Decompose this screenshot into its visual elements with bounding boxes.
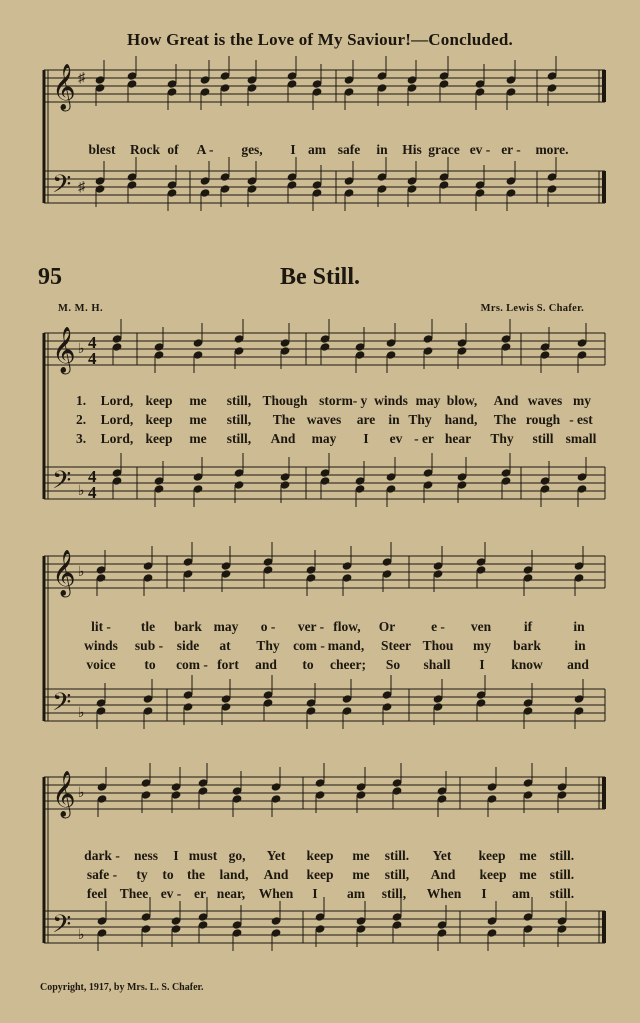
lyric-syllable: ver - <box>297 619 325 634</box>
lyric-syllable: are <box>356 412 376 427</box>
lyric-syllable: dark - <box>84 848 120 863</box>
lyric-syllable: fort <box>217 657 239 672</box>
lyric-syllable: o - <box>260 619 276 634</box>
svg-text:𝄢: 𝄢 <box>52 688 72 723</box>
lyric-syllable: still, <box>226 431 252 446</box>
lyric-syllable: keep <box>145 431 173 446</box>
lyric-syllable: more. <box>535 142 569 157</box>
lyric-syllable: Yet <box>432 848 452 863</box>
lyric-syllable: go, <box>228 848 246 863</box>
lyric-syllable: And <box>493 393 519 408</box>
svg-text:♭: ♭ <box>78 706 85 721</box>
lyric-syllable: am <box>308 142 326 157</box>
lyric-syllable: feel <box>86 886 108 901</box>
lyric-syllable: at <box>219 638 231 653</box>
svg-text:♭: ♭ <box>78 786 85 801</box>
lyric-syllable: still. <box>549 867 575 882</box>
lyric-syllable: near, <box>216 886 246 901</box>
hymn-number: 95 <box>38 264 62 290</box>
lyric-syllable: er - <box>501 142 521 157</box>
previous-hymn-title: How Great is the Love of My Saviour!—Concluded. <box>127 30 513 49</box>
svg-text:𝄞: 𝄞 <box>52 327 76 373</box>
hymn-title: Be Still. <box>279 264 360 290</box>
lyric-syllable: Yet <box>266 848 286 863</box>
svg-text:𝄞: 𝄞 <box>52 550 76 596</box>
lyric-syllable: Thee <box>119 886 149 901</box>
lyric-syllable: I <box>290 142 296 157</box>
lyric-syllable: com - <box>293 638 325 653</box>
verse-2-line-2 <box>0 638 640 658</box>
svg-text:𝄢: 𝄢 <box>52 466 72 501</box>
lyric-syllable: Thy <box>408 412 432 427</box>
svg-text:4: 4 <box>88 483 97 502</box>
svg-text:4: 4 <box>88 333 97 352</box>
lyric-syllable: may <box>311 431 337 446</box>
lyric-syllable: winds <box>84 638 118 653</box>
lyric-syllable: still, <box>226 393 252 408</box>
lyric-syllable: e - <box>431 619 445 634</box>
lyric-syllable: waves <box>527 393 563 408</box>
lyric-syllable: still, <box>384 867 410 882</box>
lyric-syllable: tle <box>140 619 156 634</box>
svg-text:4: 4 <box>88 467 97 486</box>
lyric-syllable: if <box>523 619 533 634</box>
lyric-syllable: ev - <box>160 886 182 901</box>
lyric-syllable: mand, <box>327 638 365 653</box>
svg-text:♭: ♭ <box>78 565 85 580</box>
lyric-syllable: safe <box>337 142 361 157</box>
lyric-syllable: safe - <box>86 867 118 882</box>
lyric-syllable: hand, <box>444 412 478 427</box>
lyric-syllable: of <box>167 142 179 157</box>
lyric-syllable: me <box>189 431 207 446</box>
lyric-syllable: And <box>270 431 296 446</box>
lyric-syllable: shall <box>423 657 451 672</box>
lyric-syllable: in <box>376 142 388 157</box>
verse-3-line-3 <box>0 886 640 906</box>
lyric-syllable: to <box>144 657 156 672</box>
lyric-syllable: rough <box>525 412 561 427</box>
lyric-syllable: may <box>415 393 441 408</box>
lyric-syllable: And <box>263 867 289 882</box>
svg-text:𝄞: 𝄞 <box>52 64 76 110</box>
lyric-syllable: voice <box>86 657 116 672</box>
lyric-syllable: winds <box>374 393 408 408</box>
lyric-syllable: blest <box>88 142 116 157</box>
svg-text:𝄢: 𝄢 <box>52 910 72 945</box>
lyric-syllable: When <box>426 886 462 901</box>
svg-text:♯: ♯ <box>78 180 85 195</box>
verse-number: 3. <box>76 431 87 446</box>
lyric-syllable: know <box>511 657 543 672</box>
lyric-syllable: - est <box>569 412 593 427</box>
verse-1-line-3 <box>0 848 640 868</box>
lyric-syllable: Thy <box>256 638 280 653</box>
lyric-syllable: I <box>363 431 369 446</box>
lyric-syllable: ness <box>133 848 159 863</box>
lyric-syllable: Or <box>378 619 396 634</box>
lyric-syllable: my <box>473 638 491 653</box>
lyric-syllable: com - <box>176 657 208 672</box>
svg-text:♭: ♭ <box>78 484 85 499</box>
lyric-syllable: - er <box>414 431 434 446</box>
svg-text:♭: ♭ <box>78 342 85 357</box>
lyric-syllable: keep <box>306 867 334 882</box>
verse-2-line-3 <box>0 867 640 887</box>
verse-3-line-2 <box>0 657 640 677</box>
lyric-syllable: Lord, <box>100 412 134 427</box>
lyric-syllable: ges, <box>241 142 263 157</box>
lyric-syllable: must <box>188 848 218 863</box>
lyric-syllable: in <box>574 638 586 653</box>
lyric-syllable: Thou <box>422 638 454 653</box>
lyric-syllable: the <box>187 867 205 882</box>
lyric-syllable: me <box>352 867 370 882</box>
hymn-composer: Mrs. Lewis S. Chafer. <box>480 303 584 314</box>
lyric-syllable: in <box>388 412 400 427</box>
lyric-syllable: still. <box>384 848 410 863</box>
lyric-syllable: and <box>255 657 277 672</box>
lyric-syllable: So <box>385 657 401 672</box>
lyric-syllable: still <box>532 431 554 446</box>
lyric-syllable: And <box>430 867 456 882</box>
lyric-syllable: bark <box>174 619 202 634</box>
lyric-syllable: keep <box>145 393 173 408</box>
lyric-syllable: ev <box>389 431 403 446</box>
lyric-syllable: my <box>573 393 591 408</box>
lyric-syllable: Rock <box>130 142 160 157</box>
lyric-syllable: and <box>567 657 589 672</box>
verse-number: 1. <box>76 393 87 408</box>
lyric-syllable: me <box>352 848 370 863</box>
lyric-syllable: The <box>272 412 296 427</box>
lyric-syllable: in <box>573 619 585 634</box>
lyric-syllable: still. <box>549 886 575 901</box>
verse-3-line-1 <box>0 431 640 451</box>
lyric-syllable: ev - <box>469 142 491 157</box>
lyric-syllable: sub - <box>134 638 164 653</box>
lyric-syllable: may <box>213 619 239 634</box>
lyric-syllable: hear <box>444 431 472 446</box>
lyric-syllable: er <box>194 886 206 901</box>
svg-text:4: 4 <box>88 349 97 368</box>
lyric-syllable: flow, <box>333 619 361 634</box>
lyric-syllable: Lord, <box>100 431 134 446</box>
lyric-syllable: I <box>479 657 485 672</box>
lyric-syllable: land, <box>219 867 249 882</box>
copyright-notice: Copyright, 1917, by Mrs. L. S. Chafer. <box>40 982 204 993</box>
lyric-syllable: keep <box>145 412 173 427</box>
lyric-syllable: Lord, <box>100 393 134 408</box>
lyric-syllable: blow, <box>446 393 478 408</box>
lyric-syllable: lit - <box>91 619 111 634</box>
verse-number: 2. <box>76 412 87 427</box>
lyric-syllable: bark <box>513 638 541 653</box>
lyric-syllable: The <box>493 412 517 427</box>
lyric-syllable: keep <box>479 867 507 882</box>
lyric-syllable: His <box>402 142 422 157</box>
lyric-syllable: grace <box>428 142 460 157</box>
svg-text:𝄞: 𝄞 <box>52 771 76 817</box>
lyric-syllable: Thy <box>490 431 514 446</box>
previous-lyrics-line <box>0 142 640 162</box>
lyric-syllable: me <box>189 393 207 408</box>
lyric-syllable: I <box>481 886 487 901</box>
lyric-syllable: am <box>347 886 365 901</box>
lyric-syllable: Steer <box>381 638 411 653</box>
verse-2-line-1 <box>0 412 640 432</box>
lyric-syllable: to <box>302 657 314 672</box>
lyric-syllable: side <box>176 638 200 653</box>
lyric-syllable: cheer; <box>330 657 366 672</box>
verse-1-line-1 <box>0 393 640 413</box>
lyric-syllable: still, <box>226 412 252 427</box>
svg-text:𝄢: 𝄢 <box>52 170 72 205</box>
lyric-syllable: to <box>162 867 174 882</box>
hymn-author: M. M. H. <box>58 303 104 314</box>
lyric-syllable: me <box>189 412 207 427</box>
svg-text:♭: ♭ <box>78 928 85 943</box>
lyric-syllable: me <box>519 867 537 882</box>
lyric-syllable: storm <box>319 393 353 408</box>
lyric-syllable: waves <box>306 412 342 427</box>
lyric-syllable: I <box>312 886 318 901</box>
lyric-syllable: I <box>173 848 179 863</box>
svg-text:♯: ♯ <box>78 71 85 86</box>
lyric-syllable: Though <box>262 393 308 408</box>
lyric-syllable: A - <box>196 142 214 157</box>
lyric-syllable: keep <box>306 848 334 863</box>
lyric-syllable: me <box>519 848 537 863</box>
lyric-syllable: When <box>258 886 294 901</box>
lyric-syllable: still, <box>381 886 407 901</box>
lyric-syllable: small <box>565 431 597 446</box>
lyric-syllable: - y <box>352 393 368 408</box>
lyric-syllable: ven <box>470 619 492 634</box>
lyric-syllable: ty <box>136 867 148 882</box>
lyric-syllable: keep <box>478 848 506 863</box>
lyric-syllable: am <box>512 886 530 901</box>
lyric-syllable: still. <box>549 848 575 863</box>
verse-1-line-2 <box>0 619 640 639</box>
